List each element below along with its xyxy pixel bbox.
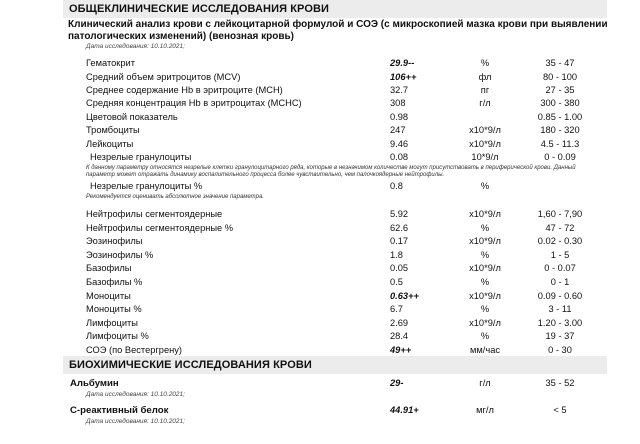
test-value: 5.92 [390, 209, 409, 219]
test-reference: 0 - 0.07 [544, 263, 576, 273]
test-reference: < 5 [553, 405, 567, 415]
table-row [0, 208, 640, 221]
test-value: 0.8 [390, 181, 403, 191]
test-name: Альбумин [70, 378, 119, 389]
test-unit: x10*9/л [469, 209, 501, 219]
test-value: 106++ [390, 72, 417, 82]
test-reference: 3 - 11 [548, 304, 572, 314]
test-name: Тромбоциты [86, 125, 140, 135]
test-name: С-реактивный белок [70, 405, 169, 416]
crp-date: Дата исследования: 10.10.2021; [86, 418, 185, 425]
test-unit: % [480, 331, 490, 341]
table-row [0, 71, 640, 84]
table-row-crp [0, 404, 640, 417]
test-name: Лимфоциты [86, 318, 138, 328]
test-reference: 1 - 5 [550, 250, 570, 260]
test-name: Эозинофилы % [86, 250, 154, 260]
test-value: 28.4 [390, 331, 409, 341]
test-unit: г/л [479, 98, 491, 108]
test-value: 44.91+ [390, 405, 419, 415]
test-unit: % [480, 58, 490, 68]
cbc-section-header: ОБЩЕКЛИНИЧЕСКИЕ ИССЛЕДОВАНИЯ КРОВИ [63, 0, 607, 18]
test-name: Лимфоциты % [86, 331, 149, 341]
table-row [0, 290, 640, 303]
test-reference: 300 - 380 [540, 98, 580, 108]
test-name: Гематокрит [86, 58, 135, 68]
test-reference: 80 - 100 [542, 72, 578, 82]
test-value: 9.46 [390, 139, 409, 149]
test-name: Незрелые гранулоциты % [90, 181, 203, 191]
test-reference: 19 - 37 [545, 331, 575, 341]
table-row [0, 151, 640, 164]
test-unit: x10*9/л [469, 318, 501, 328]
test-value: 6.7 [390, 304, 403, 314]
table-row [0, 303, 640, 316]
table-row [0, 249, 640, 262]
test-unit: % [480, 223, 490, 233]
table-row [0, 84, 640, 97]
table-row [0, 317, 640, 330]
test-name: СОЭ (по Вестергрену) [86, 345, 183, 355]
test-unit: % [480, 277, 490, 287]
test-unit: пг [480, 85, 490, 95]
table-row [0, 124, 640, 137]
test-name: Среднее содержание Hb в эритроците (MCH) [86, 85, 283, 95]
test-unit: x10*9/л [469, 236, 501, 246]
test-name: Нейтрофилы сегментоядерные [86, 209, 223, 219]
test-unit: % [480, 250, 490, 260]
test-name: Моноциты [86, 291, 131, 301]
table-row [0, 276, 640, 289]
test-reference: 0.09 - 0.60 [537, 291, 583, 301]
test-unit: 10*9/л [471, 152, 499, 162]
test-value: 308 [390, 98, 406, 108]
test-unit: г/л [479, 378, 491, 388]
test-unit: % [480, 181, 490, 191]
test-value: 0.08 [390, 152, 409, 162]
test-name: Нейтрофилы сегментоядерные % [86, 223, 234, 233]
test-reference: 47 - 72 [545, 223, 575, 233]
test-value: 0.63++ [390, 291, 419, 301]
test-name: Средняя концентрация Hb в эритроцитах (MCHC) [86, 98, 302, 108]
test-value: 0.05 [390, 263, 409, 273]
test-name: Базофилы [86, 263, 132, 273]
absolute-value-note: Рекомендуется оценивать абсолютное значение параметра. [86, 194, 264, 200]
cbc-test-title: Клинический анализ крови с лейкоцитарной формулой и СОЭ (с микроскопией мазка крови при выявлении патологических изменений) (венозная кровь) [68, 19, 608, 42]
test-value: 0.17 [390, 236, 409, 246]
table-row [0, 97, 640, 110]
test-reference: 1.20 - 3.00 [537, 318, 583, 328]
test-unit: x10*9/л [469, 139, 501, 149]
test-name: Цветовой показатель [86, 112, 178, 122]
test-reference: 4.5 - 11.3 [540, 139, 580, 149]
table-row [0, 262, 640, 275]
test-name: Базофилы % [86, 277, 143, 287]
test-reference: 0 - 1 [550, 277, 570, 287]
test-reference: 35 - 47 [545, 58, 575, 68]
table-row-albumin [0, 377, 640, 390]
test-reference: 180 - 320 [540, 125, 580, 135]
test-unit: фл [478, 72, 492, 82]
table-row [0, 235, 640, 248]
test-reference: 35 - 52 [545, 378, 575, 388]
table-row [0, 330, 640, 343]
test-unit: x10*9/л [469, 263, 501, 273]
immature-granulocytes-note: К данному параметру относятся незрелые клетки гранулоцитарного ряда, которые в незначимом количестве могут присутствовать в периферической крови. Данный параметр может отражать динамику воспалительного процесса более чувствительно, чем палочкоядерные нейтрофилы. [86, 165, 576, 178]
test-name: Лейкоциты [86, 139, 134, 149]
test-value: 62.6 [390, 223, 409, 233]
test-value: 32.7 [390, 85, 409, 95]
albumin-date: Дата исследования: 10.10.2021; [86, 391, 185, 398]
test-value: 1.8 [390, 250, 403, 260]
test-reference: 27 - 35 [545, 85, 575, 95]
test-value: 29- [390, 378, 404, 388]
table-row [0, 57, 640, 70]
test-unit: мм/час [469, 345, 501, 355]
test-name: Средний объем эритроцитов (MCV) [86, 72, 241, 82]
table-row [0, 138, 640, 151]
test-reference: 0.85 - 1.00 [537, 112, 583, 122]
test-value: 49++ [390, 345, 412, 355]
test-unit: % [480, 304, 490, 314]
cbc-date: Дата исследования: 10.10.2021; [86, 43, 185, 50]
test-unit: мг/л [476, 405, 494, 415]
test-name: Моноциты % [86, 304, 142, 314]
test-value: 247 [390, 125, 406, 135]
test-reference: 0 - 0.09 [544, 152, 576, 162]
table-row [0, 222, 640, 235]
test-value: 29.9-- [390, 58, 415, 68]
test-value: 2.69 [390, 318, 409, 328]
test-reference: 1,60 - 7,90 [537, 209, 583, 219]
test-value: 0.5 [390, 277, 403, 287]
table-row [0, 111, 640, 124]
test-unit: x10*9/л [469, 291, 501, 301]
biochem-section-header: БИОХИМИЧЕСКИЕ ИССЛЕДОВАНИЯ КРОВИ [63, 356, 607, 374]
test-name: Незрелые гранулоциты [90, 152, 192, 162]
test-unit: x10*9/л [469, 125, 501, 135]
test-reference: 0 - 30 [548, 345, 572, 355]
test-name: Эозинофилы [86, 236, 143, 246]
test-value: 0.98 [390, 112, 409, 122]
test-reference: 0.02 - 0.30 [537, 236, 583, 246]
table-row [0, 180, 640, 193]
